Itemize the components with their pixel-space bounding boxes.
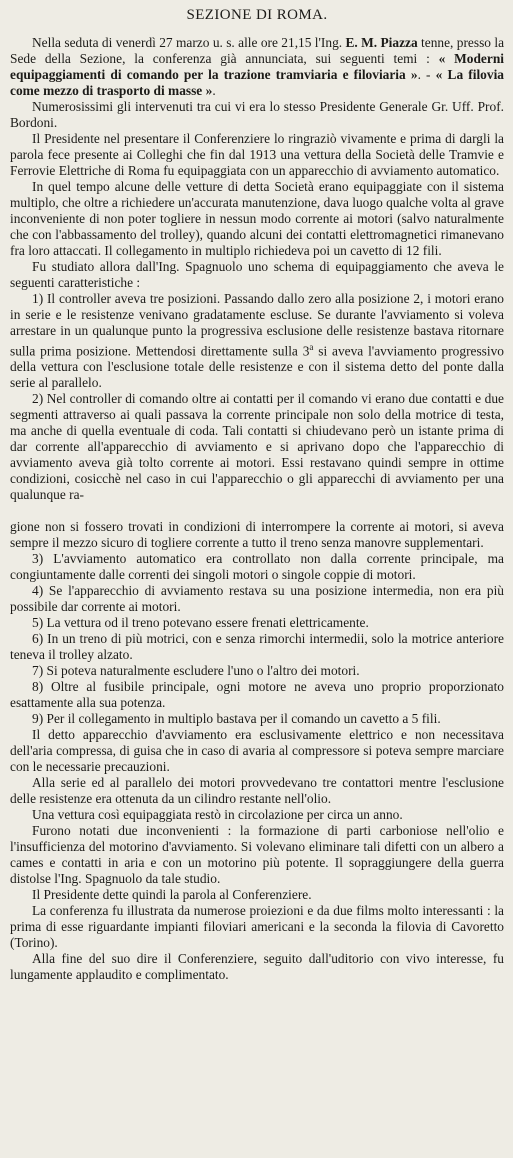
feature-6: 6) In un treno di più motrici, con e senza rimorchi intermedii, solo la motrice anteriore teneva il trolley alzato. <box>10 631 504 663</box>
feature-1-text-b: si aveva l'avviamento progressivo della vettura con l'esclusione totale delle resistenze e con il sistema detto del ponte dalla serie al parallelo. <box>10 343 505 391</box>
feature-2: 2) Nel controller di comando oltre ai contatti per il comando vi erano due contatti e due segmenti attraverso ai quali passava la corrente principale non solo della motrice di testa, ma anche di quella eventuale di coda. Tali contatti si chiudevano però un istante prima di dar corrente all'apparecchio di avviamento e si aprivano dopo che l'apparecchio di avviamento aveva già tolto corrente ai motori. Essi restavano quindi sempre in ottime condizioni, cosicchè nel caso in cui l'apparecchio o gli apparecchi di avviamento per una qualunque ra- <box>10 391 504 503</box>
feature-9: 9) Per il collegamento in multiplo bastava per il comando un cavetto a 5 fili. <box>32 711 441 727</box>
feature-1 <box>10 291 504 391</box>
page-fold-gap <box>10 503 504 519</box>
feature-4: 4) Se l'apparecchio di avviamento restava su una posizione intermedia, non era più possibile dar corrente ai motori. <box>10 583 504 615</box>
paragraph-attendance: Numerosissimi gli intervenuti tra cui vi era lo stesso Presidente Generale Gr. Uff. Prof. Bordoni. <box>10 99 504 130</box>
feature-1-superscript: a <box>309 342 314 352</box>
intro-separator: . - <box>417 67 436 82</box>
feature-2-continued: gione non si fossero trovati in condizioni di interrompere la corrente ai motori, si aveva sempre il mezzo sicuro di togliere corrente a tutto il treno senza manovre supplementari. <box>10 519 504 551</box>
intro-text-c: tenne, presso la Sede della Sezione, la conferenza già annunciata, sui seguenti temi : <box>10 35 505 66</box>
paragraph-inconveniences: Furono notati due inconvenienti : la formazione di parti carboniose nell'olio e l'insufficienza del motorino d'avviamento. Si volevano eliminare tali difetti con un albero a cames e contatti in aria e con un motorino più potente. Il sopraggiungere della guerra distolse l'Ing. Spagnuolo da tale studio. <box>10 823 504 887</box>
paragraph-spagnuolo-scheme: Fu studiato allora dall'Ing. Spagnuolo uno schema di equipaggiamento che aveva le seguenti caratteristiche : <box>10 259 504 290</box>
intro-end: . <box>212 83 216 98</box>
paragraph-contactors: Alla serie ed al parallelo dei motori provvedevano tre contattori mentre l'esclusione delle resistenze era ottenuta da un cilindro restante nell'olio. <box>10 775 504 807</box>
paragraph-floor-given: Il Presidente dette quindi la parola al Conferenziere. <box>32 887 312 903</box>
section-title: SEZIONE DI ROMA. <box>186 7 328 23</box>
paragraph-applause: Alla fine del suo dire il Conferenziere, seguito dall'uditorio con vivo interesse, fu lungamente applaudito e complimentato. <box>10 951 504 983</box>
speaker-name: E. M. Piazza <box>345 35 418 50</box>
intro-paragraph <box>10 35 504 99</box>
topic-one: « Moderni equipaggiamenti di comando per la trazione tramviaria e filoviaria » <box>10 51 504 82</box>
feature-5: 5) La vettura od il treno potevano essere frenati elettricamente. <box>32 615 369 631</box>
feature-7: 7) Si poteva naturalmente escludere l'uno o l'altro dei motori. <box>32 663 360 679</box>
feature-3: 3) L'avviamento automatico era controllato non dalla corrente principale, ma congiuntamente dalle correnti dei singoli motori o singole coppie di motori. <box>10 551 504 583</box>
intro-text-a: Nella seduta di venerdì 27 marzo u. s. alle ore 21,15 l'Ing. <box>32 35 346 50</box>
feature-8: 8) Oltre al fusibile principale, ogni motore ne aveva uno proprio proporzionato esattamente alla sua potenza. <box>10 679 504 711</box>
topic-two: « La filovia come mezzo di trasporto di masse » <box>10 67 504 98</box>
paragraph-multiple-system: In quel tempo alcune delle vetture di detta Società erano equipaggiate con il sistema multiplo, che oltre a richiedere un'accurata manutenzione, dava luogo qualche volta al grave inconveniente di non poter togliere in nessun modo corrente ai motori (salvo naturalmente che con l'abbassamento del trolley), quando alcuni dei contatti elettromagnetici rimanevano fra loro attaccati. Il collegamento in multiplo richiedeva poi un cavetto di 12 fili. <box>10 179 504 258</box>
paragraph-projections: La conferenza fu illustrata da numerose proiezioni e da due films molto interessanti : la prima di esse riguardante impianti filoviari americani e la seconda la filovia di Cavoretto (Torino). <box>10 903 504 951</box>
feature-1-text-a: 1) Il controller aveva tre posizioni. Passando dallo zero alla posizione 2, i motori erano in serie e le resistenze venivano gradatamente escluse. Se durante l'avviamento si voleva arrestare in un qualunque punto la progressiva esclusione delle resistenze bastava ritornare sulla prima posizione. Mettendosi direttamente sulla 3 <box>10 291 504 359</box>
paragraph-president: Il Presidente nel presentare il Conferenziere lo ringraziò vivamente e prima di dargli la parola fece presente ai Colleghi che fin dal 1913 una vettura della Società delle Tramvie e Ferrovie Elettriche di Roma fu equipaggiata con un apparecchio di avviamento automatico. <box>10 131 504 178</box>
paragraph-one-year: Una vettura così equipaggiata restò in circolazione per circa un anno. <box>32 807 403 823</box>
paragraph-electric-device: Il detto apparecchio d'avviamento era esclusivamente elettrico e non necessitava dell'aria compressa, di guisa che in caso di avaria al compressore si poteva sempre marciare con le necessarie precauzioni. <box>10 727 504 775</box>
